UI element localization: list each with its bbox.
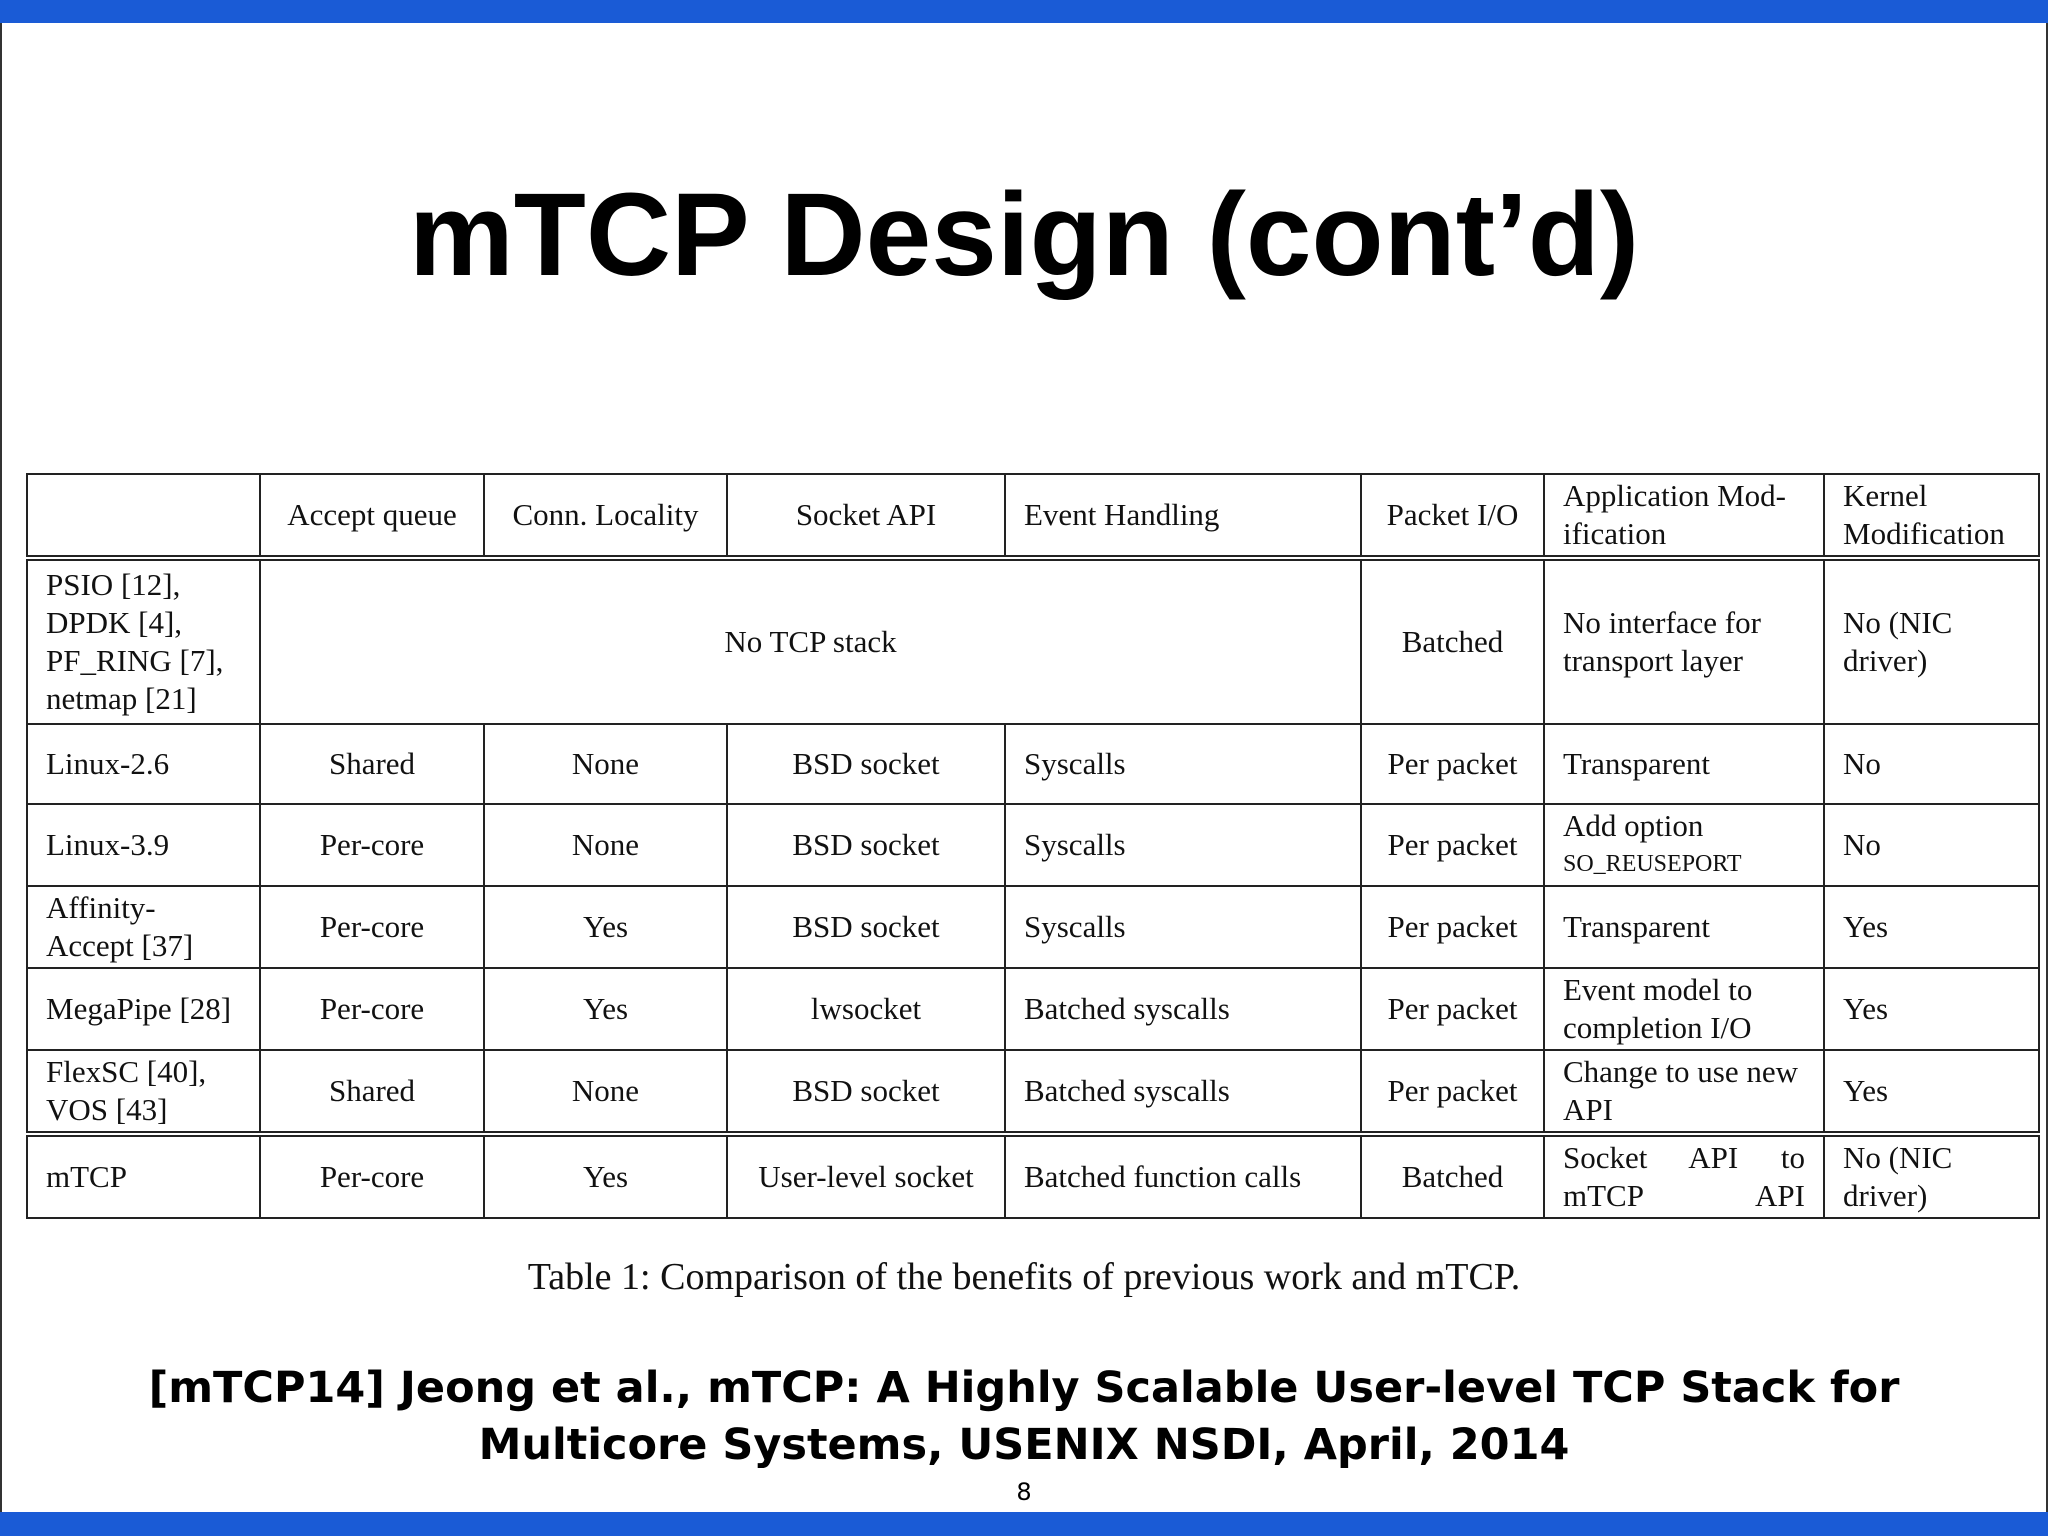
system-cell: mTCP [27,1134,260,1218]
packet-cell: Per packet [1361,724,1544,804]
citation-line-2: Multicore Systems, USENIX NSDI, April, 2014 [478,1420,1570,1470]
header-cell: Packet I/O [1361,474,1544,558]
header-cell: Accept queue [260,474,484,558]
system-cell: Affinity- Accept [37] [27,886,260,968]
header-cell: Socket API [727,474,1005,558]
bottom-accent-bar [0,1512,2048,1536]
system-cell: FlexSC [40], VOS [43] [27,1050,260,1134]
app-mod-cell: Event model to completion I/O [1544,968,1824,1050]
app-mod-cell: No interface for transport layer [1544,558,1824,724]
kernel-mod-cell: Yes [1824,968,2039,1050]
table-row [27,804,2039,886]
packet-io-cell: Batched [1361,558,1544,724]
comparison-table [26,473,2040,1219]
table-row [27,724,2039,804]
app-mod-subtext: SO_REUSEPORT [1563,851,1742,877]
packet-cell: Batched [1361,1134,1544,1218]
kernel-mod-cell: Yes [1824,1050,2039,1134]
app-mod-cell [1544,804,1824,886]
kernel-mod-cell: Yes [1824,886,2039,968]
accept-cell: Per-core [260,886,484,968]
event-cell: Syscalls [1005,724,1361,804]
locality-cell: None [484,1050,727,1134]
locality-cell: Yes [484,968,727,1050]
slide-title: mTCP Design (cont’d) [408,169,1640,301]
table-row [27,1134,2039,1218]
socket-cell: BSD socket [727,886,1005,968]
system-cell: MegaPipe [28] [27,968,260,1050]
locality-cell: None [484,804,727,886]
table-row [27,558,2039,724]
locality-cell: None [484,724,727,804]
socket-cell: User-level socket [727,1134,1005,1218]
app-mod-cell: Transparent [1544,886,1824,968]
accept-cell: Per-core [260,968,484,1050]
locality-cell: Yes [484,1134,727,1218]
app-mod-cell: Transparent [1544,724,1824,804]
packet-cell: Per packet [1361,886,1544,968]
event-cell: Batched syscalls [1005,968,1361,1050]
locality-cell: Yes [484,886,727,968]
page-number: 8 [1016,1478,1032,1506]
table-row [27,1050,2039,1134]
header-cell [27,474,260,558]
socket-cell: lwsocket [727,968,1005,1050]
header-cell: Conn. Locality [484,474,727,558]
socket-cell: BSD socket [727,724,1005,804]
table-row [27,968,2039,1050]
event-cell: Batched syscalls [1005,1050,1361,1134]
kernel-mod-cell: No [1824,804,2039,886]
no-tcp-stack-cell: No TCP stack [260,558,1361,724]
header-cell: Application Mod- ification [1544,474,1824,558]
table-caption: Table 1: Comparison of the benefits of previous work and mTCP. [527,1256,1521,1298]
kernel-mod-cell: No (NIC driver) [1824,558,2039,724]
accept-cell: Per-core [260,804,484,886]
kernel-mod-cell: No [1824,724,2039,804]
socket-cell: BSD socket [727,1050,1005,1134]
packet-cell: Per packet [1361,804,1544,886]
system-cell: PSIO [12], DPDK [4], PF_RING [7], netmap [21] [27,558,260,724]
accept-cell: Per-core [260,1134,484,1218]
packet-cell: Per packet [1361,1050,1544,1134]
app-mod-cell: Change to use new API [1544,1050,1824,1134]
socket-cell: BSD socket [727,804,1005,886]
system-cell: Linux-3.9 [27,804,260,886]
top-accent-bar [0,0,2048,23]
app-mod-text: Add option [1563,808,1704,843]
accept-cell: Shared [260,1050,484,1134]
app-mod-cell: Socket API to mTCP API [1544,1134,1824,1218]
system-cell: Linux-2.6 [27,724,260,804]
citation-line-1: [mTCP14] Jeong et al., mTCP: A Highly Scalable User-level TCP Stack for [148,1363,1900,1413]
citation [80,1360,1968,1474]
kernel-mod-cell: No (NIC driver) [1824,1134,2039,1218]
event-cell: Syscalls [1005,886,1361,968]
event-cell: Batched function calls [1005,1134,1361,1218]
header-cell: Event Handling [1005,474,1361,558]
event-cell: Syscalls [1005,804,1361,886]
accept-cell: Shared [260,724,484,804]
table-header-row [27,474,2039,558]
table-row [27,886,2039,968]
packet-cell: Per packet [1361,968,1544,1050]
header-cell: Kernel Modification [1824,474,2039,558]
